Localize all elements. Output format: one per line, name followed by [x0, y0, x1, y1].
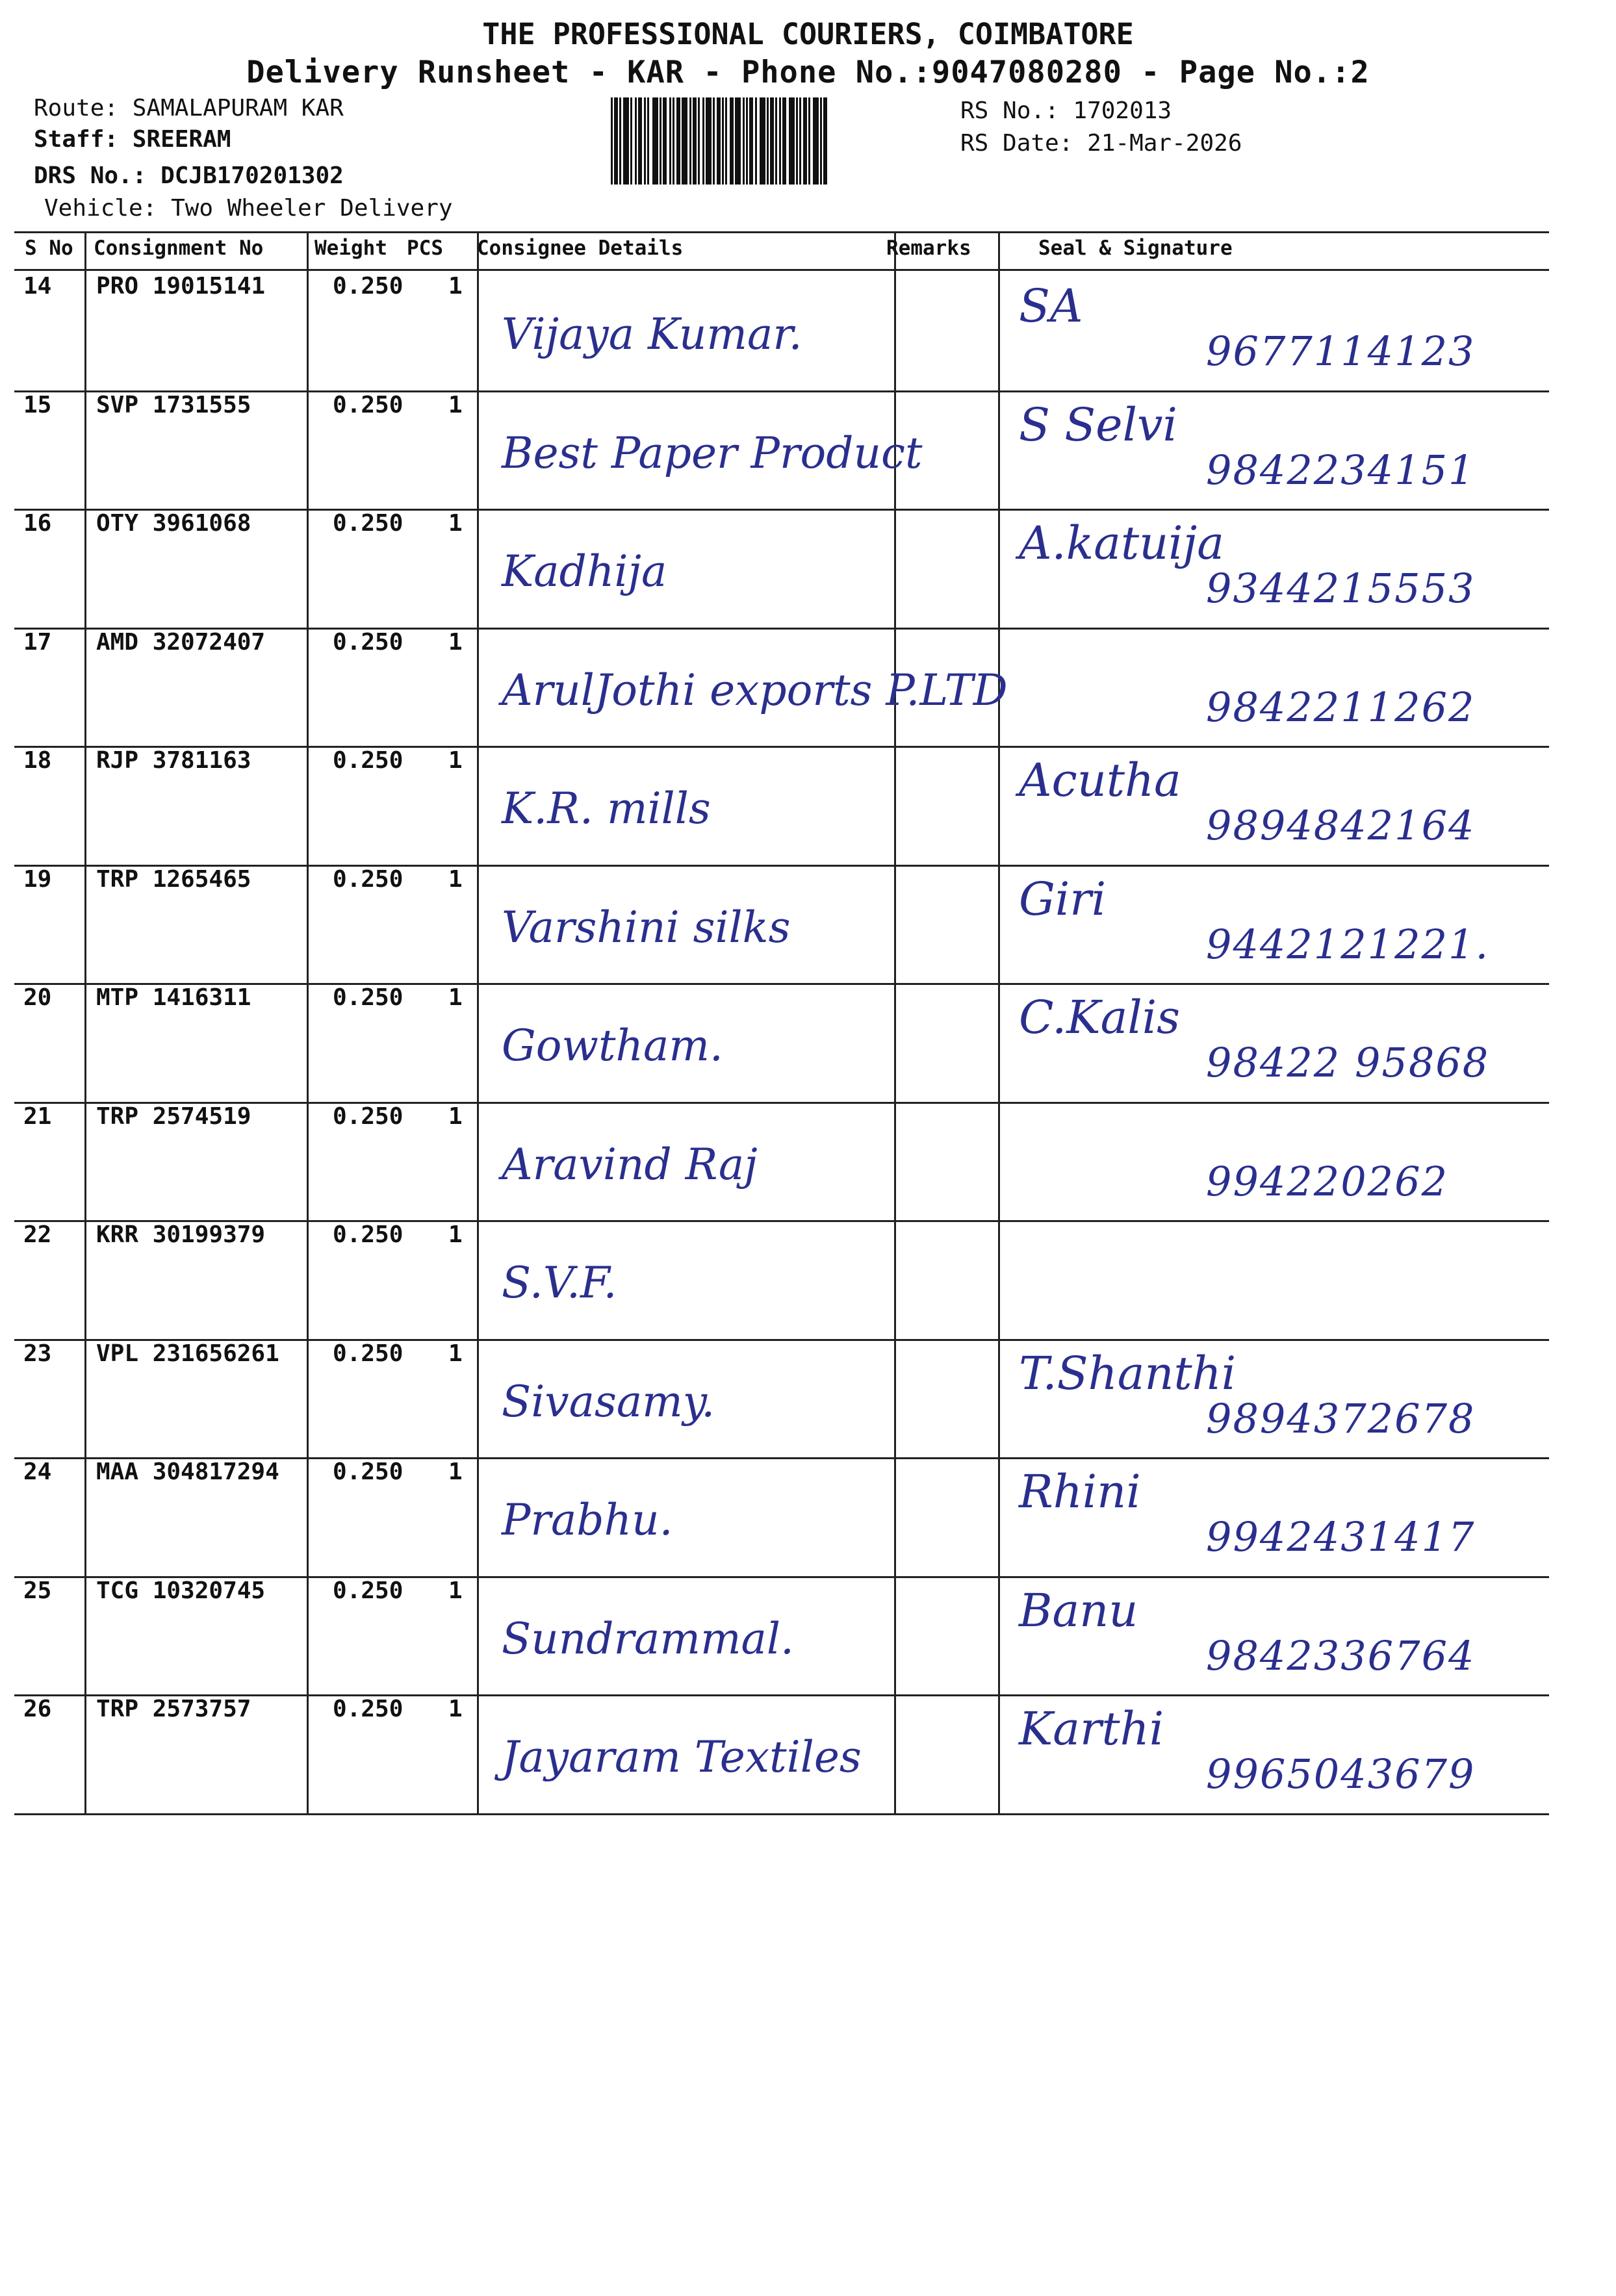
row-sno: 25 [23, 1577, 52, 1604]
row-consignment-no: RJP 3781163 [96, 747, 251, 774]
row-consignee-handwritten: S.V.F. [502, 1258, 617, 1308]
row-phone-handwritten: 9344215553 [1206, 565, 1476, 612]
row-consignee-handwritten: Best Paper Product [502, 428, 923, 478]
row-phone-handwritten: 9942431417 [1206, 1513, 1476, 1561]
row-weight: 0.250 [333, 1577, 404, 1604]
row-weight: 0.250 [333, 629, 404, 656]
column-divider [477, 231, 479, 1813]
row-signature-handwritten: Giri [1019, 873, 1107, 926]
row-signature-handwritten: A.katuija [1019, 517, 1224, 570]
row-pcs: 1 [448, 510, 463, 537]
row-pcs: 1 [448, 1221, 463, 1248]
row-consignee-handwritten: K.R. mills [502, 784, 711, 834]
row-divider [14, 1813, 1549, 1815]
row-consignee-handwritten: Gowtham. [502, 1021, 723, 1071]
row-pcs: 1 [448, 1340, 463, 1367]
row-pcs: 1 [448, 392, 463, 418]
row-phone-handwritten: 994220262 [1206, 1158, 1449, 1205]
row-consignee-handwritten: Varshini silks [502, 902, 791, 952]
row-sno: 17 [23, 629, 52, 656]
row-weight: 0.250 [333, 1340, 404, 1367]
column-divider [307, 231, 309, 1813]
row-phone-handwritten: 9894372678 [1206, 1395, 1476, 1442]
row-weight: 0.250 [333, 510, 404, 537]
col-seal-signature: Seal & Signature [1038, 236, 1233, 260]
header-bottom-rule [14, 269, 1549, 271]
row-consignment-no: MAA 304817294 [96, 1459, 279, 1485]
company-title: THE PROFESSIONAL COURIERS, COIMBATORE [482, 17, 1134, 51]
row-sno: 14 [23, 273, 52, 300]
drs-label: DRS No.: DCJB170201302 [34, 162, 344, 189]
row-weight: 0.250 [333, 273, 404, 300]
row-weight: 0.250 [333, 747, 404, 774]
row-pcs: 1 [448, 1577, 463, 1604]
row-phone-handwritten: 9965043679 [1206, 1750, 1476, 1798]
row-phone-handwritten: 9842234151 [1206, 446, 1476, 494]
row-signature-handwritten: Karthi [1019, 1702, 1164, 1755]
row-consignment-no: TRP 1265465 [96, 866, 251, 893]
row-consignment-no: VPL 231656261 [96, 1340, 279, 1367]
row-weight: 0.250 [333, 1696, 404, 1722]
row-consignment-no: MTP 1416311 [96, 984, 251, 1011]
row-sno: 19 [23, 866, 52, 893]
row-consignment-no: KRR 30199379 [96, 1221, 266, 1248]
row-phone-handwritten: 98422 95868 [1206, 1039, 1490, 1086]
row-sno: 20 [23, 984, 52, 1011]
row-pcs: 1 [448, 1103, 463, 1130]
row-consignment-no: PRO 19015141 [96, 273, 266, 300]
row-consignment-no: TRP 2573757 [96, 1696, 251, 1722]
row-sno: 24 [23, 1459, 52, 1485]
row-consignee-handwritten: Kadhija [502, 546, 667, 596]
row-signature-handwritten: Acutha [1019, 754, 1181, 807]
row-phone-handwritten: 9842211262 [1206, 683, 1476, 731]
row-pcs: 1 [448, 1459, 463, 1485]
row-pcs: 1 [448, 629, 463, 656]
row-sno: 18 [23, 747, 52, 774]
row-weight: 0.250 [333, 984, 404, 1011]
row-signature-handwritten: Banu [1019, 1584, 1138, 1637]
row-consignment-no: OTY 3961068 [96, 510, 251, 537]
row-consignee-handwritten: Sivasamy. [502, 1377, 715, 1427]
row-consignment-no: TCG 10320745 [96, 1577, 266, 1604]
row-consignee-handwritten: Vijaya Kumar. [502, 309, 802, 359]
row-phone-handwritten: 9442121221. [1206, 921, 1490, 968]
row-pcs: 1 [448, 747, 463, 774]
row-weight: 0.250 [333, 866, 404, 893]
col-pcs: PCS [407, 236, 443, 260]
row-pcs: 1 [448, 273, 463, 300]
row-sno: 15 [23, 392, 52, 418]
col-weight: Weight [314, 236, 387, 260]
rs-date: RS Date: 21-Mar-2026 [960, 130, 1242, 157]
row-sno: 22 [23, 1221, 52, 1248]
col-consignee: Consignee Details [477, 236, 684, 260]
row-phone-handwritten: 9894842164 [1206, 802, 1476, 849]
row-consignee-handwritten: Aravind Raj [502, 1140, 758, 1190]
row-pcs: 1 [448, 984, 463, 1011]
row-signature-handwritten: Rhini [1019, 1465, 1141, 1518]
row-sno: 26 [23, 1696, 52, 1722]
row-consignee-handwritten: Jayaram Textiles [502, 1732, 862, 1782]
row-pcs: 1 [448, 866, 463, 893]
row-weight: 0.250 [333, 1459, 404, 1485]
route-label: Route: SAMALAPURAM KAR [34, 95, 344, 121]
col-remarks: Remarks [886, 236, 971, 260]
table-top-rule [14, 231, 1549, 233]
row-weight: 0.250 [333, 1103, 404, 1130]
vehicle-label: Vehicle: Two Wheeler Delivery [44, 195, 453, 222]
row-sno: 23 [23, 1340, 52, 1367]
row-phone-handwritten: 9677114123 [1206, 327, 1476, 375]
column-divider [998, 231, 1000, 1813]
runsheet-title: Delivery Runsheet - KAR - Phone No.:9047080280 - Page No.:2 [246, 55, 1370, 90]
col-sno: S No [25, 236, 73, 260]
col-consignment: Consignment No [94, 236, 264, 260]
row-sno: 16 [23, 510, 52, 537]
row-phone-handwritten: 9842336764 [1206, 1632, 1476, 1679]
row-sno: 21 [23, 1103, 52, 1130]
row-signature-handwritten: T.Shanthi [1019, 1347, 1237, 1400]
column-divider [84, 231, 86, 1813]
row-consignment-no: SVP 1731555 [96, 392, 251, 418]
row-weight: 0.250 [333, 1221, 404, 1248]
row-signature-handwritten: SA [1019, 279, 1083, 333]
row-consignment-no: TRP 2574519 [96, 1103, 251, 1130]
row-weight: 0.250 [333, 392, 404, 418]
rs-number: RS No.: 1702013 [960, 97, 1172, 124]
row-consignment-no: AMD 32072407 [96, 629, 266, 656]
row-consignee-handwritten: ArulJothi exports P.LTD [502, 665, 1008, 715]
row-signature-handwritten: S Selvi [1019, 398, 1177, 452]
row-consignee-handwritten: Prabhu. [502, 1495, 673, 1545]
barcode [611, 97, 956, 185]
row-signature-handwritten: C.Kalis [1019, 991, 1181, 1044]
row-consignee-handwritten: Sundrammal. [502, 1614, 794, 1664]
staff-label: Staff: SREERAM [34, 126, 231, 153]
row-pcs: 1 [448, 1696, 463, 1722]
